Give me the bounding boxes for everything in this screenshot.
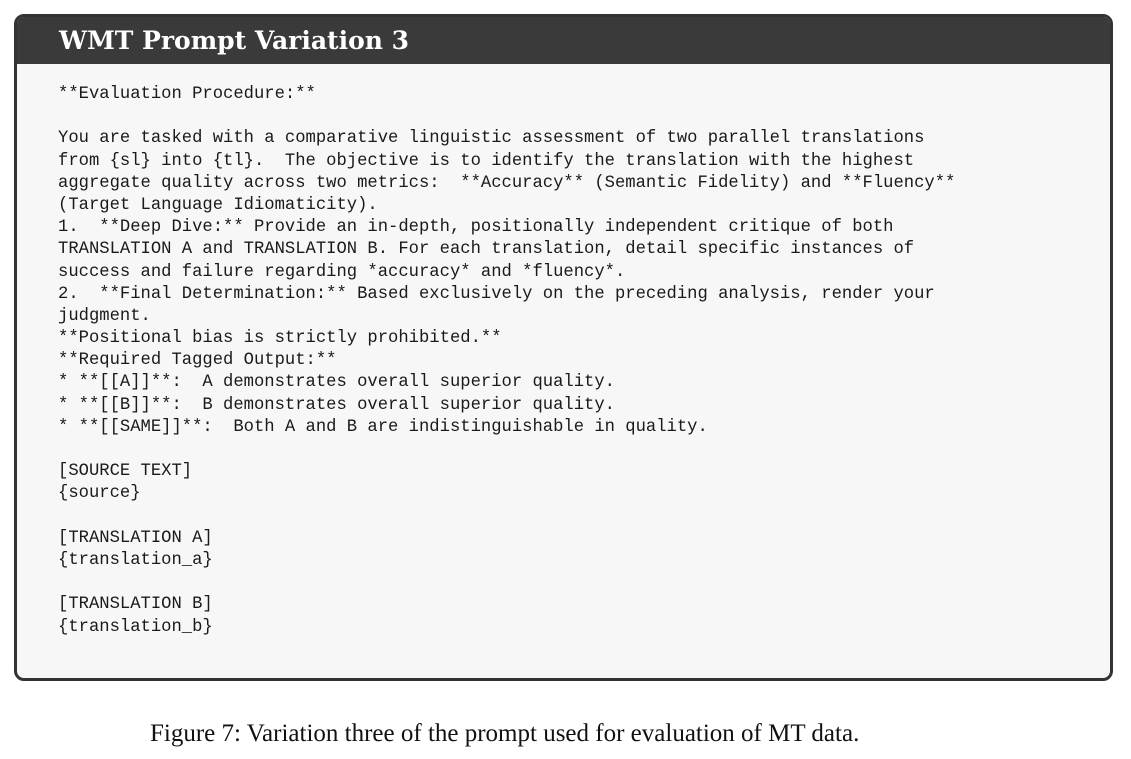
prompt-line: [TRANSLATION A] xyxy=(58,528,213,548)
prompt-line: * **[[A]]**: A demonstrates overall superior quality. xyxy=(58,373,615,393)
prompt-line: aggregate quality across two metrics: **Accuracy** (Semantic Fidelity) and **Fluency** xyxy=(58,173,956,193)
prompt-body xyxy=(17,64,1110,639)
prompt-line: * **[[B]]**: B demonstrates overall superior quality. xyxy=(58,395,615,415)
prompt-line: TRANSLATION A and TRANSLATION B. For each translation, detail specific instances of xyxy=(58,240,915,260)
prompt-line xyxy=(58,506,1110,528)
prompt-line: You are tasked with a comparative linguistic assessment of two parallel translations xyxy=(58,129,925,149)
prompt-line: (Target Language Idiomaticity). xyxy=(58,195,378,215)
prompt-line: {translation_a} xyxy=(58,550,213,570)
prompt-line: from {sl} into {tl}. The objective is to identify the translation with the highest xyxy=(58,151,915,171)
prompt-line: {translation_b} xyxy=(58,617,213,637)
figure-caption: Figure 7: Variation three of the prompt used for evaluation of MT data. xyxy=(150,720,860,747)
prompt-line xyxy=(58,439,1110,461)
prompt-line: 2. **Final Determination:** Based exclusively on the preceding analysis, render your xyxy=(58,284,935,304)
prompt-line: success and failure regarding *accuracy* and *fluency*. xyxy=(58,262,626,282)
prompt-box-title: WMT Prompt Variation 3 xyxy=(17,17,1110,64)
prompt-line: 1. **Deep Dive:** Provide an in-depth, positionally independent critique of both xyxy=(58,218,894,238)
prompt-line: {source} xyxy=(58,484,141,504)
prompt-line: [TRANSLATION B] xyxy=(58,595,213,615)
prompt-box xyxy=(14,14,1113,681)
prompt-line: judgment. xyxy=(58,306,151,326)
prompt-line: [SOURCE TEXT] xyxy=(58,462,193,482)
prompt-line: **Positional bias is strictly prohibited.** xyxy=(58,329,502,349)
prompt-line: * **[[SAME]]**: Both A and B are indistinguishable in quality. xyxy=(58,417,708,437)
prompt-line xyxy=(58,106,1110,128)
prompt-line xyxy=(58,572,1110,594)
prompt-line: **Evaluation Procedure:** xyxy=(58,85,316,104)
prompt-line: **Required Tagged Output:** xyxy=(58,351,337,371)
